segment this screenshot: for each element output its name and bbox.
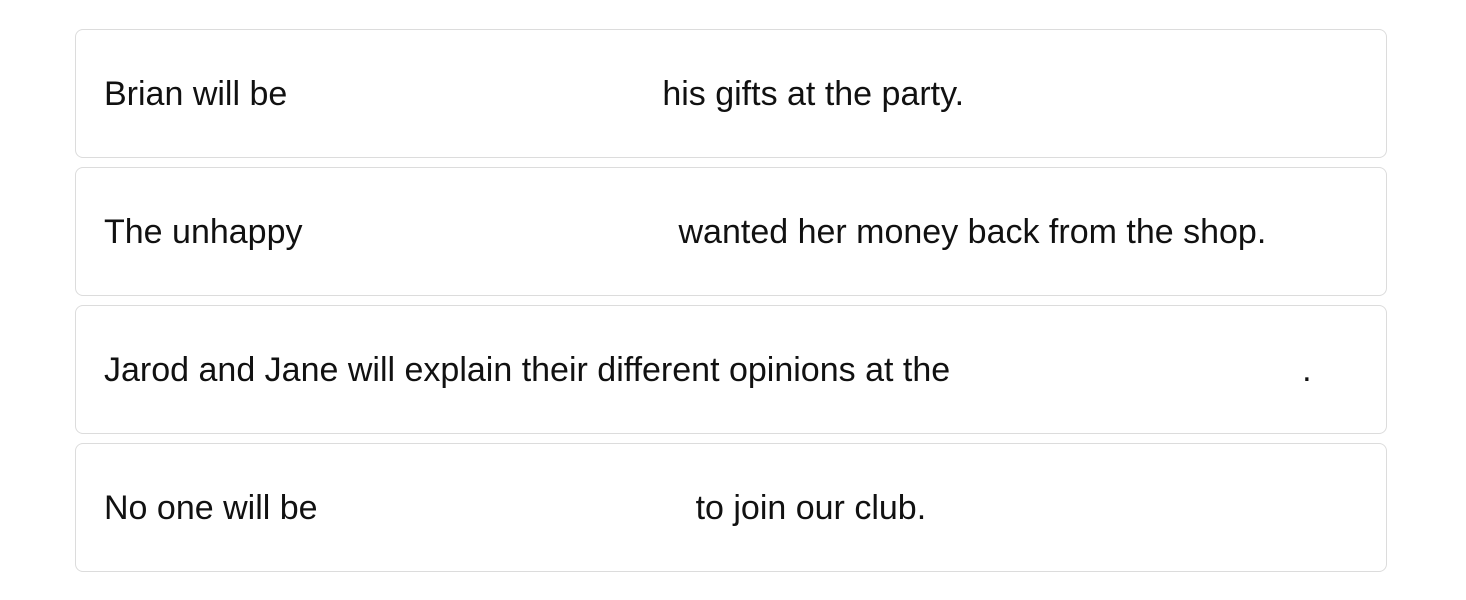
sentence-text-after: his gifts at the party. (662, 74, 965, 113)
answer-blank-drop-zone[interactable] (950, 350, 1302, 390)
sentence-text-before: No one will be (104, 488, 318, 527)
sentence-text-after: . (1302, 350, 1312, 389)
sentence-list (75, 29, 1387, 581)
sentence-text-after: wanted her money back from the shop. (678, 212, 1267, 251)
answer-blank-drop-zone[interactable] (287, 74, 662, 114)
sentence-text-after: to join our club. (695, 488, 927, 527)
sentence-text-before: The unhappy (104, 212, 303, 251)
sentence-card (75, 305, 1387, 434)
sentence-card (75, 443, 1387, 572)
sentence-text-before: Jarod and Jane will explain their different opinions at the (104, 350, 951, 389)
sentence-text-before: Brian will be (104, 74, 288, 113)
answer-blank-drop-zone[interactable] (303, 212, 679, 252)
sentence-card (75, 29, 1387, 158)
sentence-card (75, 167, 1387, 296)
answer-blank-drop-zone[interactable] (318, 488, 696, 528)
